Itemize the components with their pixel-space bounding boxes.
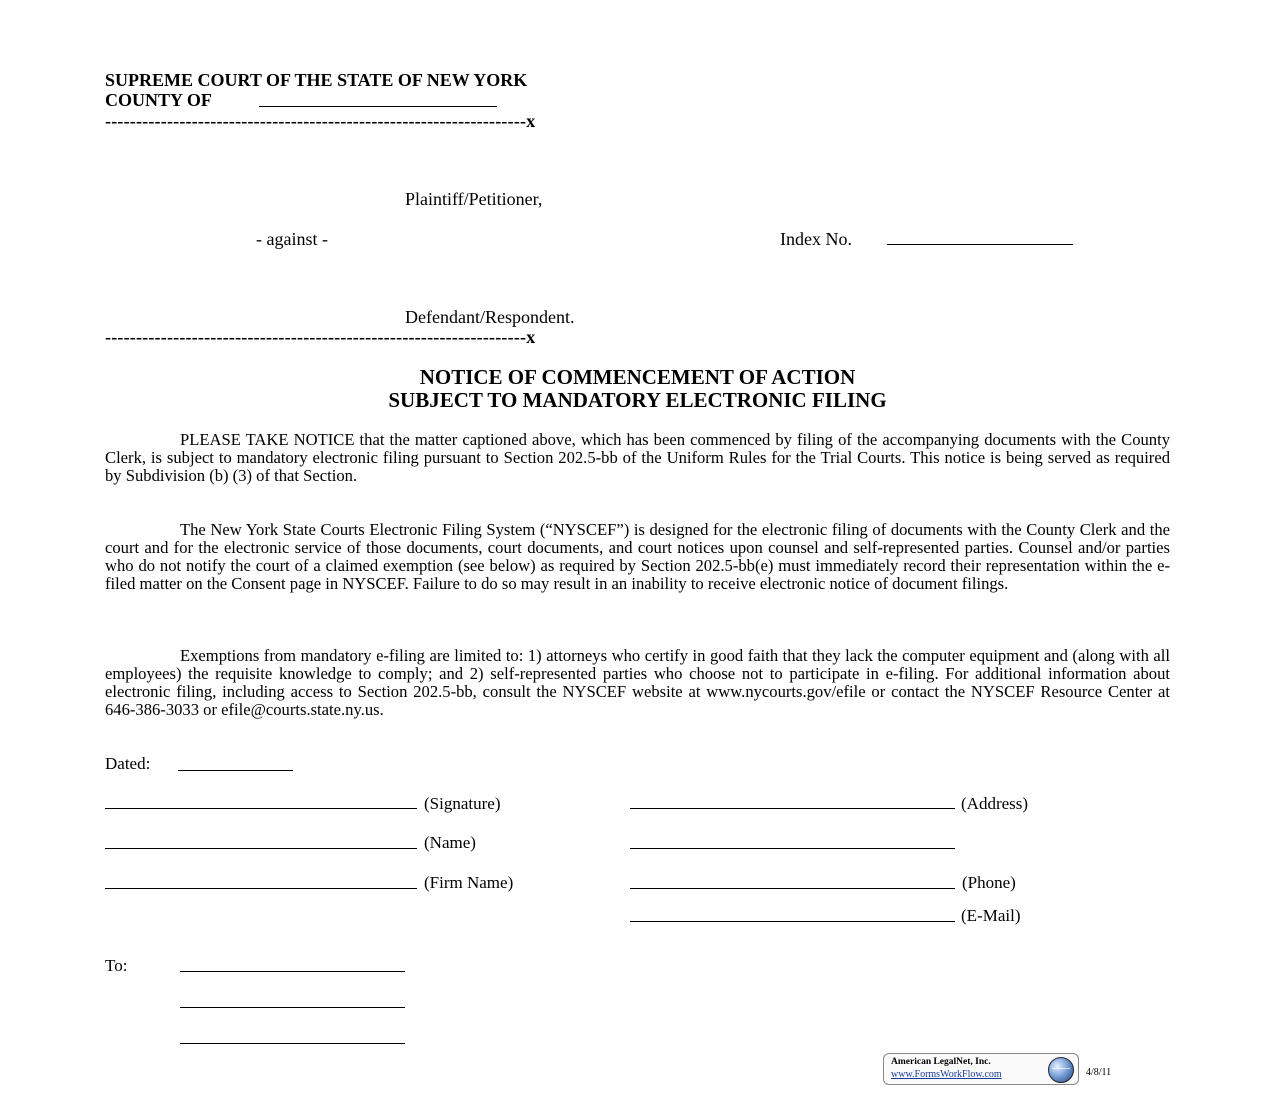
publisher-name: American LegalNet, Inc. xyxy=(891,1057,991,1067)
recipient-field-line1[interactable] xyxy=(180,957,405,972)
plaintiff-label: Plaintiff/Petitioner, xyxy=(405,189,543,209)
index-number-label: Index No. xyxy=(780,229,852,249)
document-title-line1: NOTICE OF COMMENCEMENT OF ACTION xyxy=(419,365,856,389)
signature-label: (Signature) xyxy=(424,794,501,813)
court-name: SUPREME COURT OF THE STATE OF NEW YORK xyxy=(105,70,528,90)
caption-divider-bottom: --------------------------------------------------------------------x xyxy=(105,327,536,347)
county-label: COUNTY OF xyxy=(105,90,212,110)
address-field-line1[interactable] xyxy=(630,794,955,809)
to-label: To: xyxy=(105,956,128,975)
publisher-badge xyxy=(883,1053,1079,1085)
caption-divider-top: --------------------------------------------------------------------x xyxy=(105,111,536,131)
address-label: (Address) xyxy=(961,794,1029,813)
recipient-field-line3[interactable] xyxy=(180,1029,405,1044)
dated-label: Dated: xyxy=(105,754,151,773)
firm-name-field[interactable] xyxy=(105,874,417,889)
form-date: 4/8/11 xyxy=(1086,1067,1112,1078)
phone-field[interactable] xyxy=(630,874,955,889)
name-label: (Name) xyxy=(424,833,476,852)
exemptions-paragraph: Exemptions from mandatory e-filing are limited to: 1) attorneys who certify in good faith that they lack the computer equipment and (along with all employees) the requisite knowledge to comply; and 2) self-represented parties who choose not to participate in e-filing. For additional information about electronic filing, including access to Section 202.5-bb, consult the NYSCEF website at www.nycourts.gov/efile or contact the NYSCEF Resource Center at 646-386-3033 or efile@courts.state.ny.us. xyxy=(105,646,1170,719)
nyscef-paragraph: The New York State Courts Electronic Filing System (“NYSCEF”) is designed for the electronic filing of documents with the County Clerk and the court and for the electronic service of those documents, court documents, and court notices upon counsel and self-represented parties. Counsel and/or parties who do not notify the court of a claimed exemption (see below) as required by Section 202.5-bb(e) must immediately record their representation within the e-filed matter on the Consent page in NYSCEF. Failure to do so may result in an inability to receive electronic notice of document filings. xyxy=(105,520,1170,593)
email-label: (E-Mail) xyxy=(961,906,1021,925)
phone-label: (Phone) xyxy=(962,873,1016,892)
signature-field[interactable] xyxy=(105,794,417,809)
address-field-line2[interactable] xyxy=(630,834,955,849)
email-field[interactable] xyxy=(630,907,955,922)
document-title-line2: SUBJECT TO MANDATORY ELECTRONIC FILING xyxy=(388,388,887,412)
defendant-label: Defendant/Respondent. xyxy=(405,307,575,327)
firm-name-label: (Firm Name) xyxy=(424,873,514,892)
recipient-field-line2[interactable] xyxy=(180,993,405,1008)
dated-field[interactable] xyxy=(178,756,293,771)
county-field[interactable] xyxy=(259,92,497,107)
index-number-field[interactable] xyxy=(887,232,1073,245)
name-field[interactable] xyxy=(105,834,417,849)
notice-paragraph: PLEASE TAKE NOTICE that the matter captioned above, which has been commenced by filing of the accompanying documents with the County Clerk, is subject to mandatory electronic filing pursuant to Section 202.5-bb of the Uniform Rules for the Trial Courts. This notice is being served as required by Subdivision (b) (3) of that Section. xyxy=(105,430,1170,485)
publisher-link[interactable]: www.FormsWorkFlow.com xyxy=(891,1069,1002,1080)
against-label: - against - xyxy=(256,229,328,249)
globe-logo-icon xyxy=(1048,1057,1074,1083)
